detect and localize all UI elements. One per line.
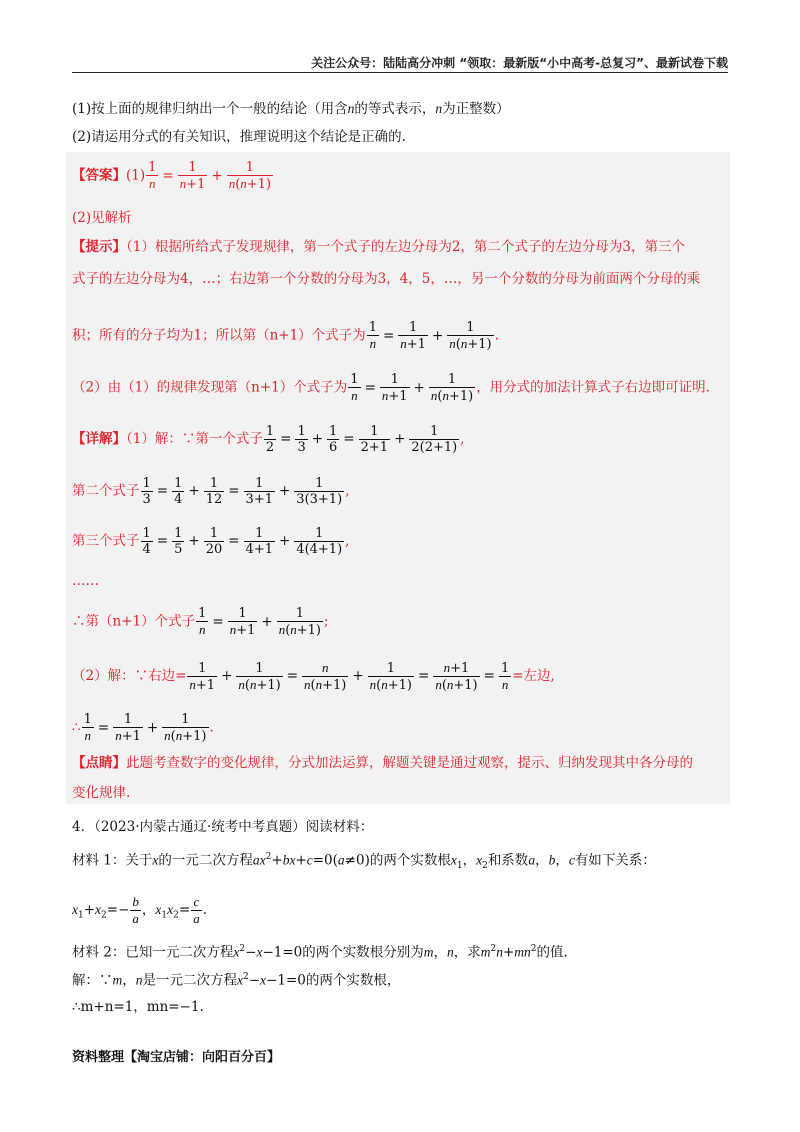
q4-solution-2: ∴m+n=1，mn=−1. bbox=[72, 999, 204, 1015]
hint-4b-text: ，用分式的加法计算式子右边即可证明. bbox=[476, 379, 710, 396]
comment-1-text: 此题考查数字的变化规律，分式加法运算，解题关键是通过观察，提示、归纳发现其中各分母的 bbox=[126, 755, 693, 771]
hint-3-text: 积；所有的分子均为1；所以第（n+1）个式子为 bbox=[72, 327, 366, 344]
q4-sol1c: 的两个实数根， bbox=[305, 972, 401, 989]
hint-line-1 bbox=[72, 236, 730, 258]
answer-2: (2)见解析 bbox=[72, 210, 132, 226]
detail-line-5: （2）解：∵右边= $\frac{1}{n+1}$ + $\frac{1}{n(n+1)}$ = $\frac{n}{n(n+1)}$ + $\frac{1}{n(n+1)}$ = $\frac{n+1}{n(n+1)}$ = $\frac{1}{n}$ =左边, bbox=[72, 660, 555, 693]
detail-1-text: （1）解：∵第一个式子 bbox=[126, 431, 263, 447]
detail-2-text: 第二个式子 bbox=[72, 483, 140, 499]
page-header: 关注公众号：陆陆高分冲刺 “领取：最新版“小中高考-总复习”、最新试卷下载 bbox=[311, 56, 728, 70]
detail-line-4: ∴第（n+1）个式子 $\frac{1}{n}$ = $\frac{1}{n+1}$ + $\frac{1}{n(n+1)}$ ; bbox=[72, 606, 329, 638]
q4-m1c: 的两个实数根 bbox=[369, 852, 451, 869]
comment-line-1 bbox=[72, 752, 730, 774]
hint-line-4: （2）由（1）的规律发现第（n+1）个式子为 $\frac{1}{n}$ = $\frac{1}{n+1}$ + $\frac{1}{n(n+1)}$ ，用分式的加法计算式子右边即可证明. bbox=[72, 372, 710, 404]
q4-m1d: 和系数 bbox=[487, 852, 529, 869]
q4-title: 4．（2023·内蒙古通辽·统考中考真题）阅读材料： bbox=[72, 819, 374, 835]
q4-sol1a: 解：∵ bbox=[72, 972, 113, 989]
question-part1: (1)按上面的规律归纳出一个一般的结论（用含n的等式表示，n为正整数） bbox=[72, 101, 510, 117]
q4-solution-1: 解：∵m，n是一元二次方程$x^2-x-1=0$的两个实数根， bbox=[72, 972, 401, 989]
detail-6-text: ∴ bbox=[72, 719, 81, 736]
detail-line-3: 第三个式子 $\frac{1}{4}$ = $\frac{1}{5}$ + $\frac{1}{20}$ = $\frac{1}{4+1}$ + $\frac{1}{4(4+1)}$ , bbox=[72, 526, 350, 557]
hint-line-3: 积；所有的分子均为1；所以第（n+1）个式子为 $\frac{1}{n}$ = $\frac{1}{n+1}$ + $\frac{1}{n(n+1)}$ . bbox=[72, 320, 499, 352]
detail-5-end: =左边, bbox=[512, 668, 555, 684]
q4-sol1b: 是一元二次方程 bbox=[142, 972, 237, 989]
detail-3-text: 第三个式子 bbox=[72, 533, 140, 549]
hint-4a-text: （2）由（1）的规律发现第（n+1）个式子为 bbox=[72, 379, 348, 396]
hint-1-text: （1）根据所给式子发现规律，第一个式子的左边分母为2，第二个式子的左边分母为3，第三个 bbox=[126, 239, 686, 255]
q-part1-text: (1)按上面的规律归纳出一个一般的结论（用含 bbox=[72, 101, 348, 117]
question-part2: (2)请运用分式的有关知识，推理说明这个结论是正确的. bbox=[72, 129, 406, 145]
page-footer: 资料整理【淘宝店铺：向阳百分百】 bbox=[72, 1050, 281, 1065]
q4-m1e: 有如下关系： bbox=[574, 852, 656, 869]
detail-4-text: ∴第（n+1）个式子 bbox=[72, 613, 196, 630]
answer-1-label: (1) bbox=[126, 167, 146, 184]
q-part1c-text: 为正整数） bbox=[442, 101, 510, 117]
q4-m1b: 的一元二次方程 bbox=[158, 852, 253, 869]
detail-dots: …… bbox=[72, 573, 99, 589]
q4-m2b: 的两个实数根分别为 bbox=[302, 944, 424, 961]
q4-m2a: 材料 2：已知一元二次方程 bbox=[72, 944, 234, 961]
hint-tag: 【提示】 bbox=[72, 239, 126, 255]
answer-line: 【答案】(1) $\frac{1}{n}$ = $\frac{1}{n+1}$ + $\frac{1}{n(n+1)}$ bbox=[72, 160, 272, 192]
detail-line-1: 【详解】（1）解：∵第一个式子 $\frac{1}{2}$ = $\frac{1}{3}$ + $\frac{1}{6}$ = $\frac{1}{2+1}$ + $\frac{1}{2(2+1)}$ , bbox=[72, 424, 465, 455]
q4-relations: $x_1+x_2=-$ $\frac{b}{a}$ ，$x_1x_2=$ $\frac{c}{a}$ . bbox=[72, 894, 207, 926]
detail-line-6: ∴ $\frac{1}{n}$ = $\frac{1}{n+1}$ + $\frac{1}{n(n+1)}$ . bbox=[72, 712, 214, 744]
detail-5-text: （2）解：∵右边= bbox=[72, 668, 187, 684]
q-part1b-text: 的等式表示， bbox=[354, 101, 436, 117]
detail-tag: 【详解】 bbox=[72, 431, 126, 447]
detail-line-2: 第二个式子 $\frac{1}{3}$ = $\frac{1}{4}$ + $\frac{1}{12}$ = $\frac{1}{3+1}$ + $\frac{1}{3(3+1)}$ , bbox=[72, 476, 350, 507]
q4-material-1: 材料 1：关于x的一元二次方程$ax^2+bx+c=0(a\ne 0)$的两个实数根$x_1$，$x_2$和系数a，b，c有如下关系： bbox=[72, 852, 656, 872]
answer-tag: 【答案】 bbox=[72, 167, 126, 184]
comment-line-2: 变化规律. bbox=[72, 785, 131, 801]
q4-m2d: 的值. bbox=[536, 944, 568, 961]
q4-m2c: ，求 bbox=[453, 944, 481, 961]
q4-material-2: 材料 2：已知一元二次方程$x^2-x-1=0$的两个实数根分别为m，n，求$m^2n+mn^2$的值. bbox=[72, 944, 568, 961]
comment-tag: 【点睛】 bbox=[72, 755, 126, 771]
hint-line-2: 式子的左边分母为4，…；右边第一个分数的分母为3，4，5，…，另一个分数的分母为前面两个分母的乘 bbox=[72, 271, 701, 287]
header-rule bbox=[72, 72, 728, 73]
q4-m1a: 材料 1：关于 bbox=[72, 852, 153, 869]
